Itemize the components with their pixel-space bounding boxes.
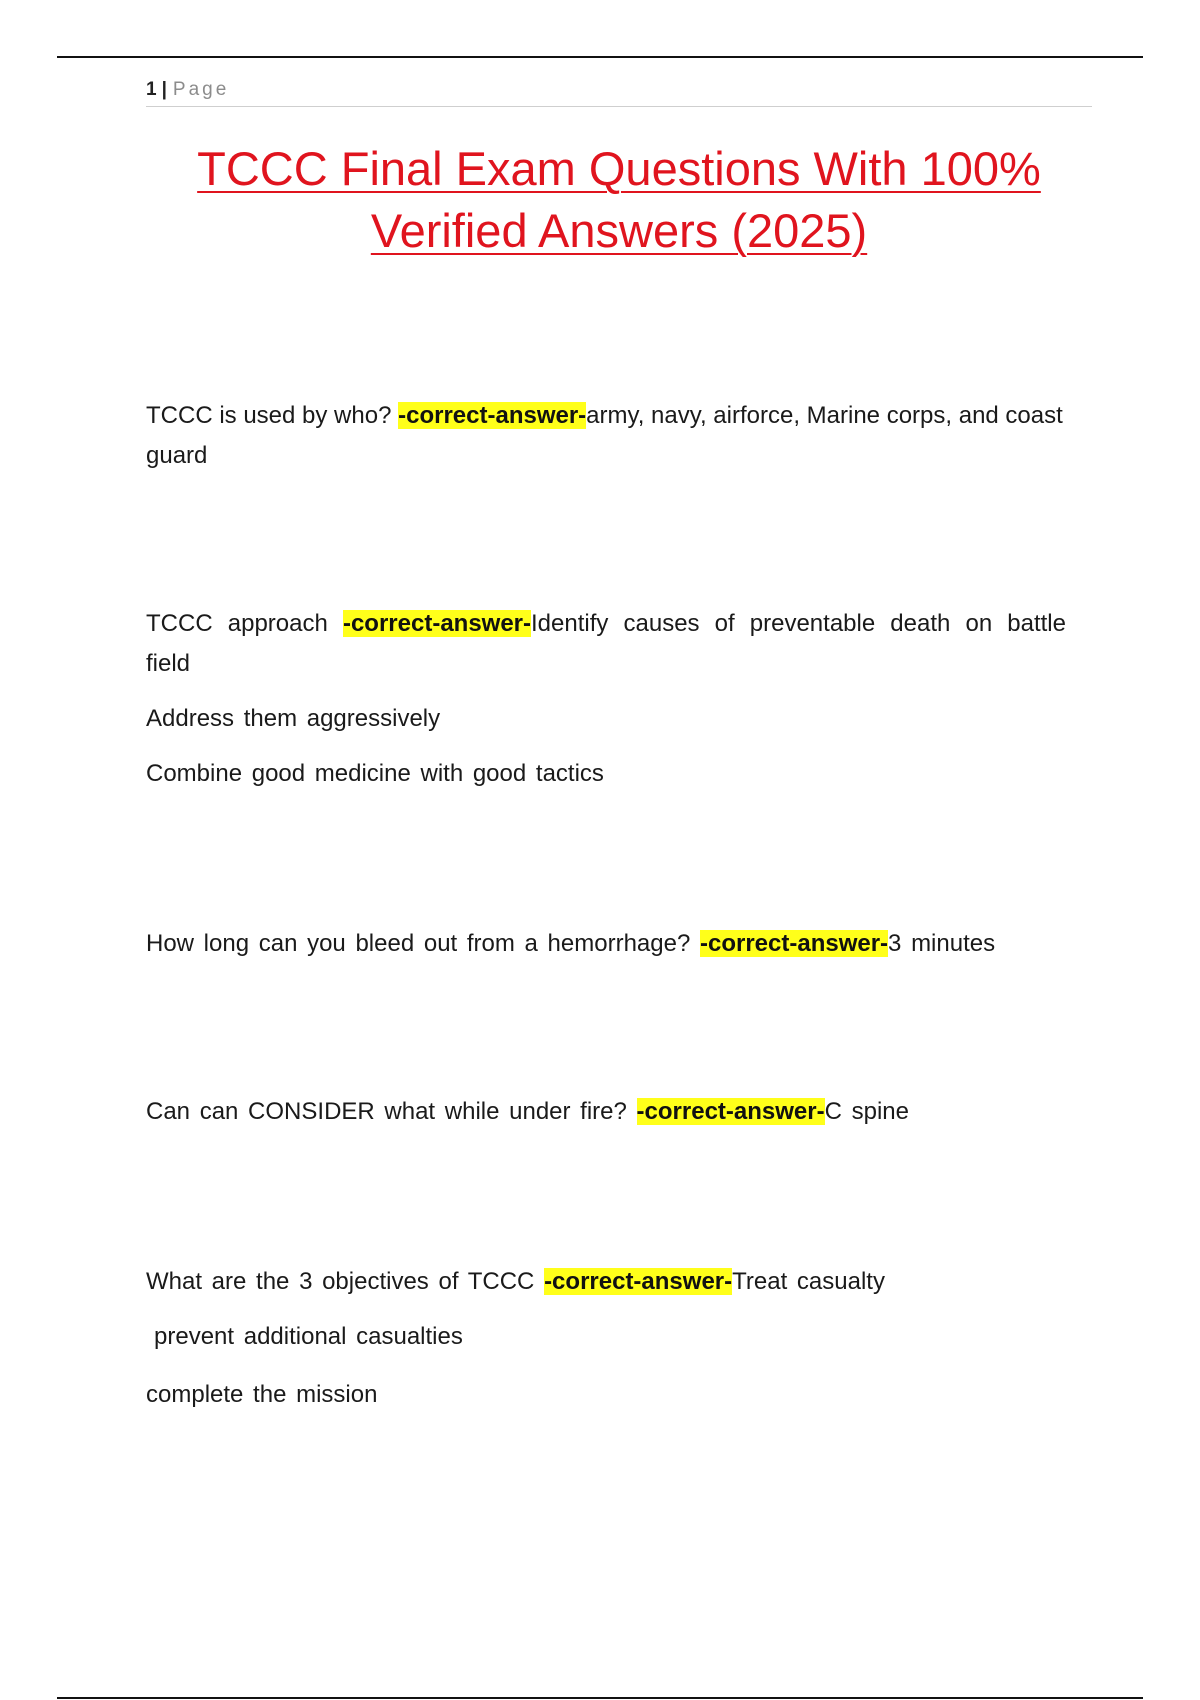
- qa-text: [146, 1092, 1066, 1132]
- qa-item-3: [146, 924, 1066, 964]
- question-text: What are the 3 objectives of TCCC: [146, 1268, 535, 1295]
- question-text: How long can you bleed out from a hemorrhage?: [146, 930, 691, 957]
- answer-text: Identify causes of preventable death on battle field: [146, 610, 1066, 677]
- answer-extra-line: Address them aggressively: [146, 705, 441, 732]
- qa-text: [146, 604, 1066, 684]
- qa-text: [146, 924, 1066, 964]
- page-separator: |: [161, 79, 167, 100]
- correct-answer-marker: -correct-answer-: [699, 930, 889, 957]
- answer-extra-line: Combine good medicine with good tactics: [146, 760, 604, 787]
- answer-text: 3 minutes: [888, 930, 996, 957]
- answer-text: Treat casualty: [732, 1268, 885, 1295]
- title-line-1: TCCC Final Exam Questions With 100%: [197, 142, 1041, 195]
- qa-item-5: [146, 1262, 1066, 1415]
- correct-answer-marker: -correct-answer-: [636, 1098, 825, 1125]
- qa-item-2: [146, 604, 1066, 794]
- correct-answer-marker: -correct-answer-: [544, 1268, 733, 1295]
- question-text: Can can CONSIDER what while under fire?: [146, 1098, 627, 1125]
- answer-extra-line: complete the mission: [146, 1381, 378, 1408]
- answer-text: army, navy, airforce, Marine corps, and coast guard: [146, 402, 1063, 469]
- qa-item-1: [146, 396, 1066, 476]
- qa-text: [146, 396, 1066, 476]
- correct-answer-marker: -correct-answer-: [398, 402, 587, 429]
- page-header: [146, 76, 1092, 107]
- qa-item-4: [146, 1092, 1066, 1132]
- title-line-2: Verified Answers (2025): [370, 204, 868, 257]
- page-number: 1: [146, 79, 157, 100]
- correct-answer-marker: -correct-answer-: [342, 610, 532, 637]
- bottom-rule: [57, 1697, 1143, 1699]
- qa-text: [146, 1262, 1066, 1302]
- question-text: TCCC approach: [146, 610, 328, 637]
- answer-extra-line: prevent additional casualties: [154, 1323, 463, 1350]
- answer-text: C spine: [824, 1098, 909, 1125]
- top-rule: [57, 56, 1143, 58]
- question-text: TCCC is used by who?: [146, 402, 392, 429]
- document-title: [146, 138, 1092, 262]
- page-label: Page: [172, 79, 230, 100]
